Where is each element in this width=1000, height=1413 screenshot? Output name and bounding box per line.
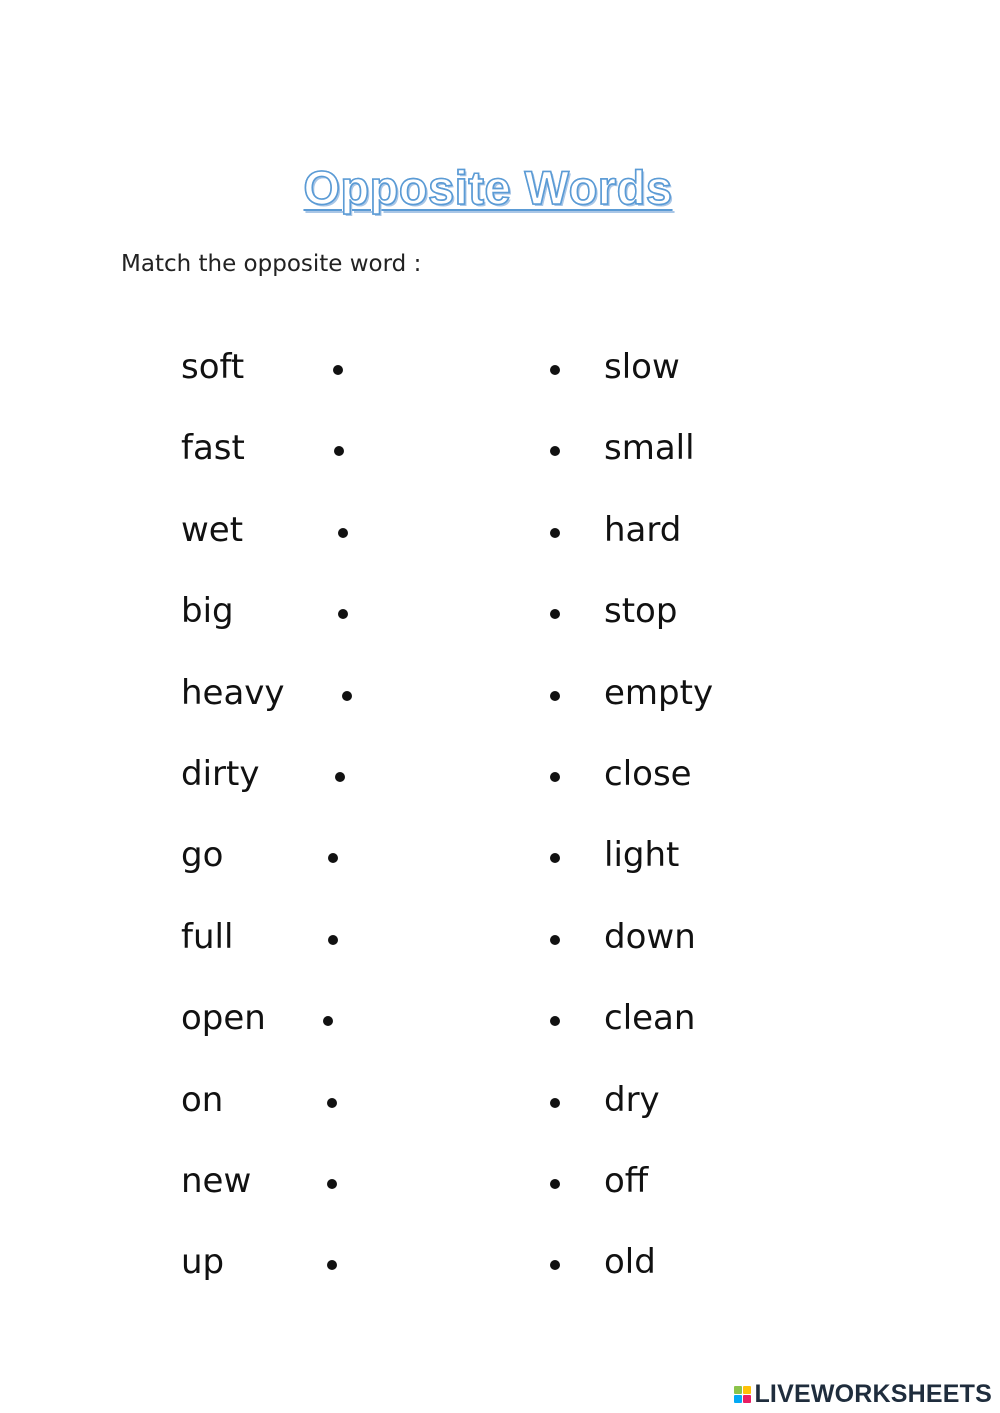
left-match-dot[interactable] xyxy=(328,853,338,863)
right-word: small xyxy=(604,428,695,469)
right-word: dry xyxy=(604,1079,660,1120)
match-row xyxy=(0,749,1000,799)
left-match-dot[interactable] xyxy=(323,1016,333,1026)
right-match-dot[interactable] xyxy=(550,609,560,619)
right-match-dot[interactable] xyxy=(550,446,560,456)
brand-name: LIVEWORKSHEETS xyxy=(754,1379,992,1408)
left-word: soft xyxy=(181,347,245,387)
right-match-dot[interactable] xyxy=(550,1098,560,1108)
right-match-dot[interactable] xyxy=(550,528,560,538)
right-match-dot[interactable] xyxy=(550,1179,560,1189)
right-word: old xyxy=(604,1242,656,1283)
right-word: close xyxy=(604,754,692,794)
right-match-dot[interactable] xyxy=(550,365,560,375)
match-row xyxy=(0,668,1000,718)
right-word: empty xyxy=(604,672,714,713)
left-word: full xyxy=(181,916,234,957)
logo-square xyxy=(734,1395,742,1403)
right-match-dot[interactable] xyxy=(550,935,560,945)
match-row xyxy=(0,830,1000,880)
left-word: big xyxy=(181,591,234,632)
left-word: open xyxy=(181,998,266,1039)
left-match-dot[interactable] xyxy=(338,528,348,538)
right-word: down xyxy=(604,916,696,957)
right-word: clean xyxy=(604,998,696,1039)
match-row xyxy=(0,586,1000,636)
right-match-dot[interactable] xyxy=(550,853,560,863)
left-word: go xyxy=(181,835,224,876)
left-match-dot[interactable] xyxy=(327,1260,337,1270)
logo-square xyxy=(743,1395,751,1403)
left-match-dot[interactable] xyxy=(335,772,345,782)
page-title: Opposite Words xyxy=(303,161,673,214)
left-word: wet xyxy=(181,509,244,550)
liveworksheets-logo-icon xyxy=(734,1386,751,1403)
right-match-dot[interactable] xyxy=(550,1260,560,1270)
left-match-dot[interactable] xyxy=(333,365,343,375)
left-word: on xyxy=(181,1079,224,1120)
match-row xyxy=(0,1075,1000,1125)
right-word: stop xyxy=(604,591,678,632)
left-match-dot[interactable] xyxy=(327,1179,337,1189)
match-row xyxy=(0,1237,1000,1287)
right-word: off xyxy=(604,1161,649,1201)
match-row xyxy=(0,423,1000,473)
right-word: light xyxy=(604,835,680,876)
left-word: up xyxy=(181,1242,225,1283)
logo-square xyxy=(743,1386,751,1394)
left-match-dot[interactable] xyxy=(338,609,348,619)
match-row xyxy=(0,1156,1000,1206)
instruction-text: Match the opposite word : xyxy=(121,251,422,277)
left-word: dirty xyxy=(181,754,260,794)
right-word: hard xyxy=(604,509,682,550)
footer-brand xyxy=(734,1381,992,1407)
right-match-dot[interactable] xyxy=(550,772,560,782)
right-match-dot[interactable] xyxy=(550,691,560,701)
left-word: heavy xyxy=(181,672,285,713)
left-match-dot[interactable] xyxy=(334,446,344,456)
left-word: fast xyxy=(181,428,245,469)
left-word: new xyxy=(181,1161,252,1201)
match-row xyxy=(0,342,1000,392)
right-word: slow xyxy=(604,347,680,387)
left-match-dot[interactable] xyxy=(327,1098,337,1108)
match-row xyxy=(0,912,1000,962)
right-match-dot[interactable] xyxy=(550,1016,560,1026)
match-row xyxy=(0,505,1000,555)
left-match-dot[interactable] xyxy=(342,691,352,701)
match-row xyxy=(0,993,1000,1043)
left-match-dot[interactable] xyxy=(328,935,338,945)
logo-square xyxy=(734,1386,742,1394)
